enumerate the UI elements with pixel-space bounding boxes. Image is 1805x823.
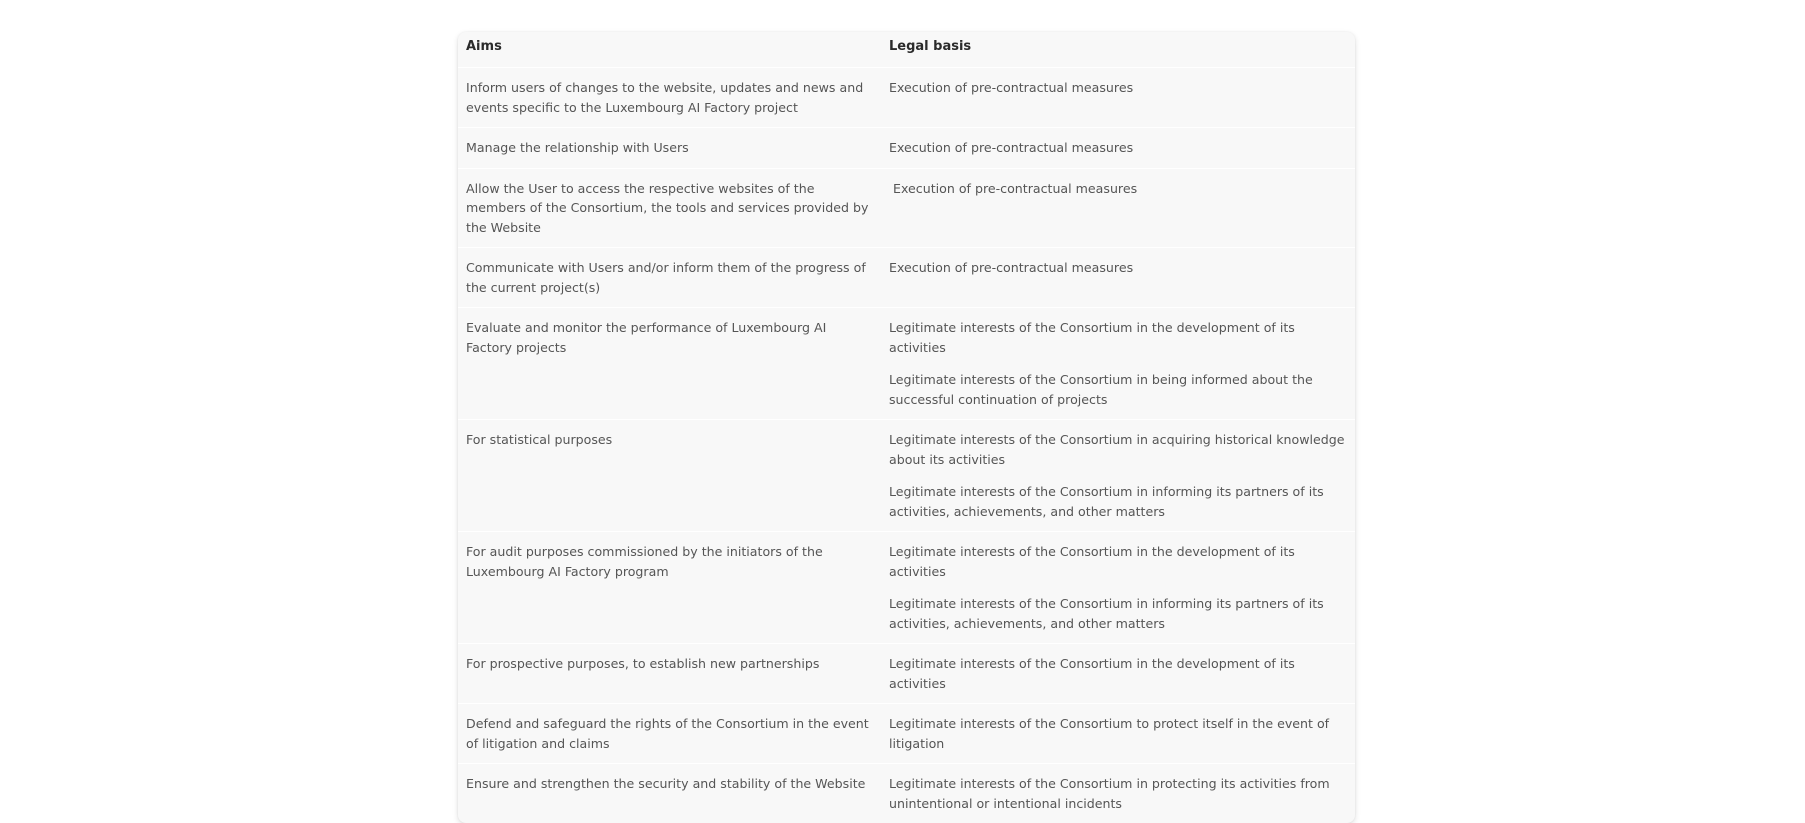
table-row xyxy=(458,168,1355,248)
aim-cell xyxy=(458,308,881,420)
aim-cell xyxy=(458,168,881,248)
aims-legal-basis-table-card xyxy=(458,32,1355,823)
aim-text: For audit purposes commissioned by the initiators of the Luxembourg AI Factory program xyxy=(466,542,873,581)
legal-basis-text: Execution of pre-contractual measures xyxy=(889,179,1347,199)
table-row xyxy=(458,128,1355,169)
legal-basis-cell xyxy=(881,248,1355,308)
table-row xyxy=(458,68,1355,128)
table-row xyxy=(458,420,1355,532)
table-row xyxy=(458,532,1355,644)
table-row xyxy=(458,704,1355,764)
legal-basis-cell xyxy=(881,532,1355,644)
table-row xyxy=(458,308,1355,420)
legal-basis-text: Execution of pre-contractual measures xyxy=(889,138,1347,158)
legal-basis-text: Legitimate interests of the Consortium in informing its partners of its activities, achievements, and other matters xyxy=(889,482,1347,521)
table-body xyxy=(458,68,1355,823)
header-legal-basis: Legal basis xyxy=(881,32,1355,68)
legal-basis-text: Legitimate interests of the Consortium in protecting its activities from unintentional or intentional incidents xyxy=(889,774,1347,813)
legal-basis-cell xyxy=(881,644,1355,704)
aim-cell xyxy=(458,128,881,169)
aim-text: For statistical purposes xyxy=(466,430,873,450)
aim-cell xyxy=(458,248,881,308)
legal-basis-text: Legitimate interests of the Consortium in the development of its activities xyxy=(889,542,1347,581)
table-header-row xyxy=(458,32,1355,68)
aim-cell xyxy=(458,644,881,704)
legal-basis-cell xyxy=(881,420,1355,532)
aim-text: Ensure and strengthen the security and stability of the Website xyxy=(466,774,873,794)
legal-basis-text: Legitimate interests of the Consortium in informing its partners of its activities, achievements, and other matters xyxy=(889,594,1347,633)
legal-basis-text: Legitimate interests of the Consortium in acquiring historical knowledge about its activities xyxy=(889,430,1347,469)
legal-basis-text: Execution of pre-contractual measures xyxy=(889,258,1347,278)
table-row xyxy=(458,764,1355,823)
legal-basis-text: Legitimate interests of the Consortium in the development of its activities xyxy=(889,318,1347,357)
legal-basis-cell xyxy=(881,704,1355,764)
legal-basis-cell xyxy=(881,168,1355,248)
legal-basis-text: Legitimate interests of the Consortium in the development of its activities xyxy=(889,654,1347,693)
aim-cell xyxy=(458,764,881,823)
aim-text: Evaluate and monitor the performance of Luxembourg AI Factory projects xyxy=(466,318,873,357)
aim-cell xyxy=(458,532,881,644)
aim-text: For prospective purposes, to establish new partnerships xyxy=(466,654,873,674)
aim-cell xyxy=(458,68,881,128)
aims-legal-basis-table xyxy=(458,32,1355,823)
header-aims: Aims xyxy=(458,32,881,68)
legal-basis-cell xyxy=(881,68,1355,128)
aim-text: Communicate with Users and/or inform them of the progress of the current project(s) xyxy=(466,258,873,297)
aim-text: Allow the User to access the respective websites of the members of the Consortium, the tools and services provided by the Website xyxy=(466,179,873,238)
table-row xyxy=(458,644,1355,704)
aim-cell xyxy=(458,704,881,764)
legal-basis-cell xyxy=(881,764,1355,823)
aim-text: Manage the relationship with Users xyxy=(466,138,873,158)
legal-basis-text: Execution of pre-contractual measures xyxy=(889,78,1347,98)
aim-text: Inform users of changes to the website, updates and news and events specific to the Luxembourg AI Factory project xyxy=(466,78,873,117)
legal-basis-cell xyxy=(881,308,1355,420)
aim-cell xyxy=(458,420,881,532)
legal-basis-text: Legitimate interests of the Consortium to protect itself in the event of litigation xyxy=(889,714,1347,753)
legal-basis-text: Legitimate interests of the Consortium in being informed about the successful continuation of projects xyxy=(889,370,1347,409)
table-row xyxy=(458,248,1355,308)
aim-text: Defend and safeguard the rights of the Consortium in the event of litigation and claims xyxy=(466,714,873,753)
legal-basis-cell xyxy=(881,128,1355,169)
